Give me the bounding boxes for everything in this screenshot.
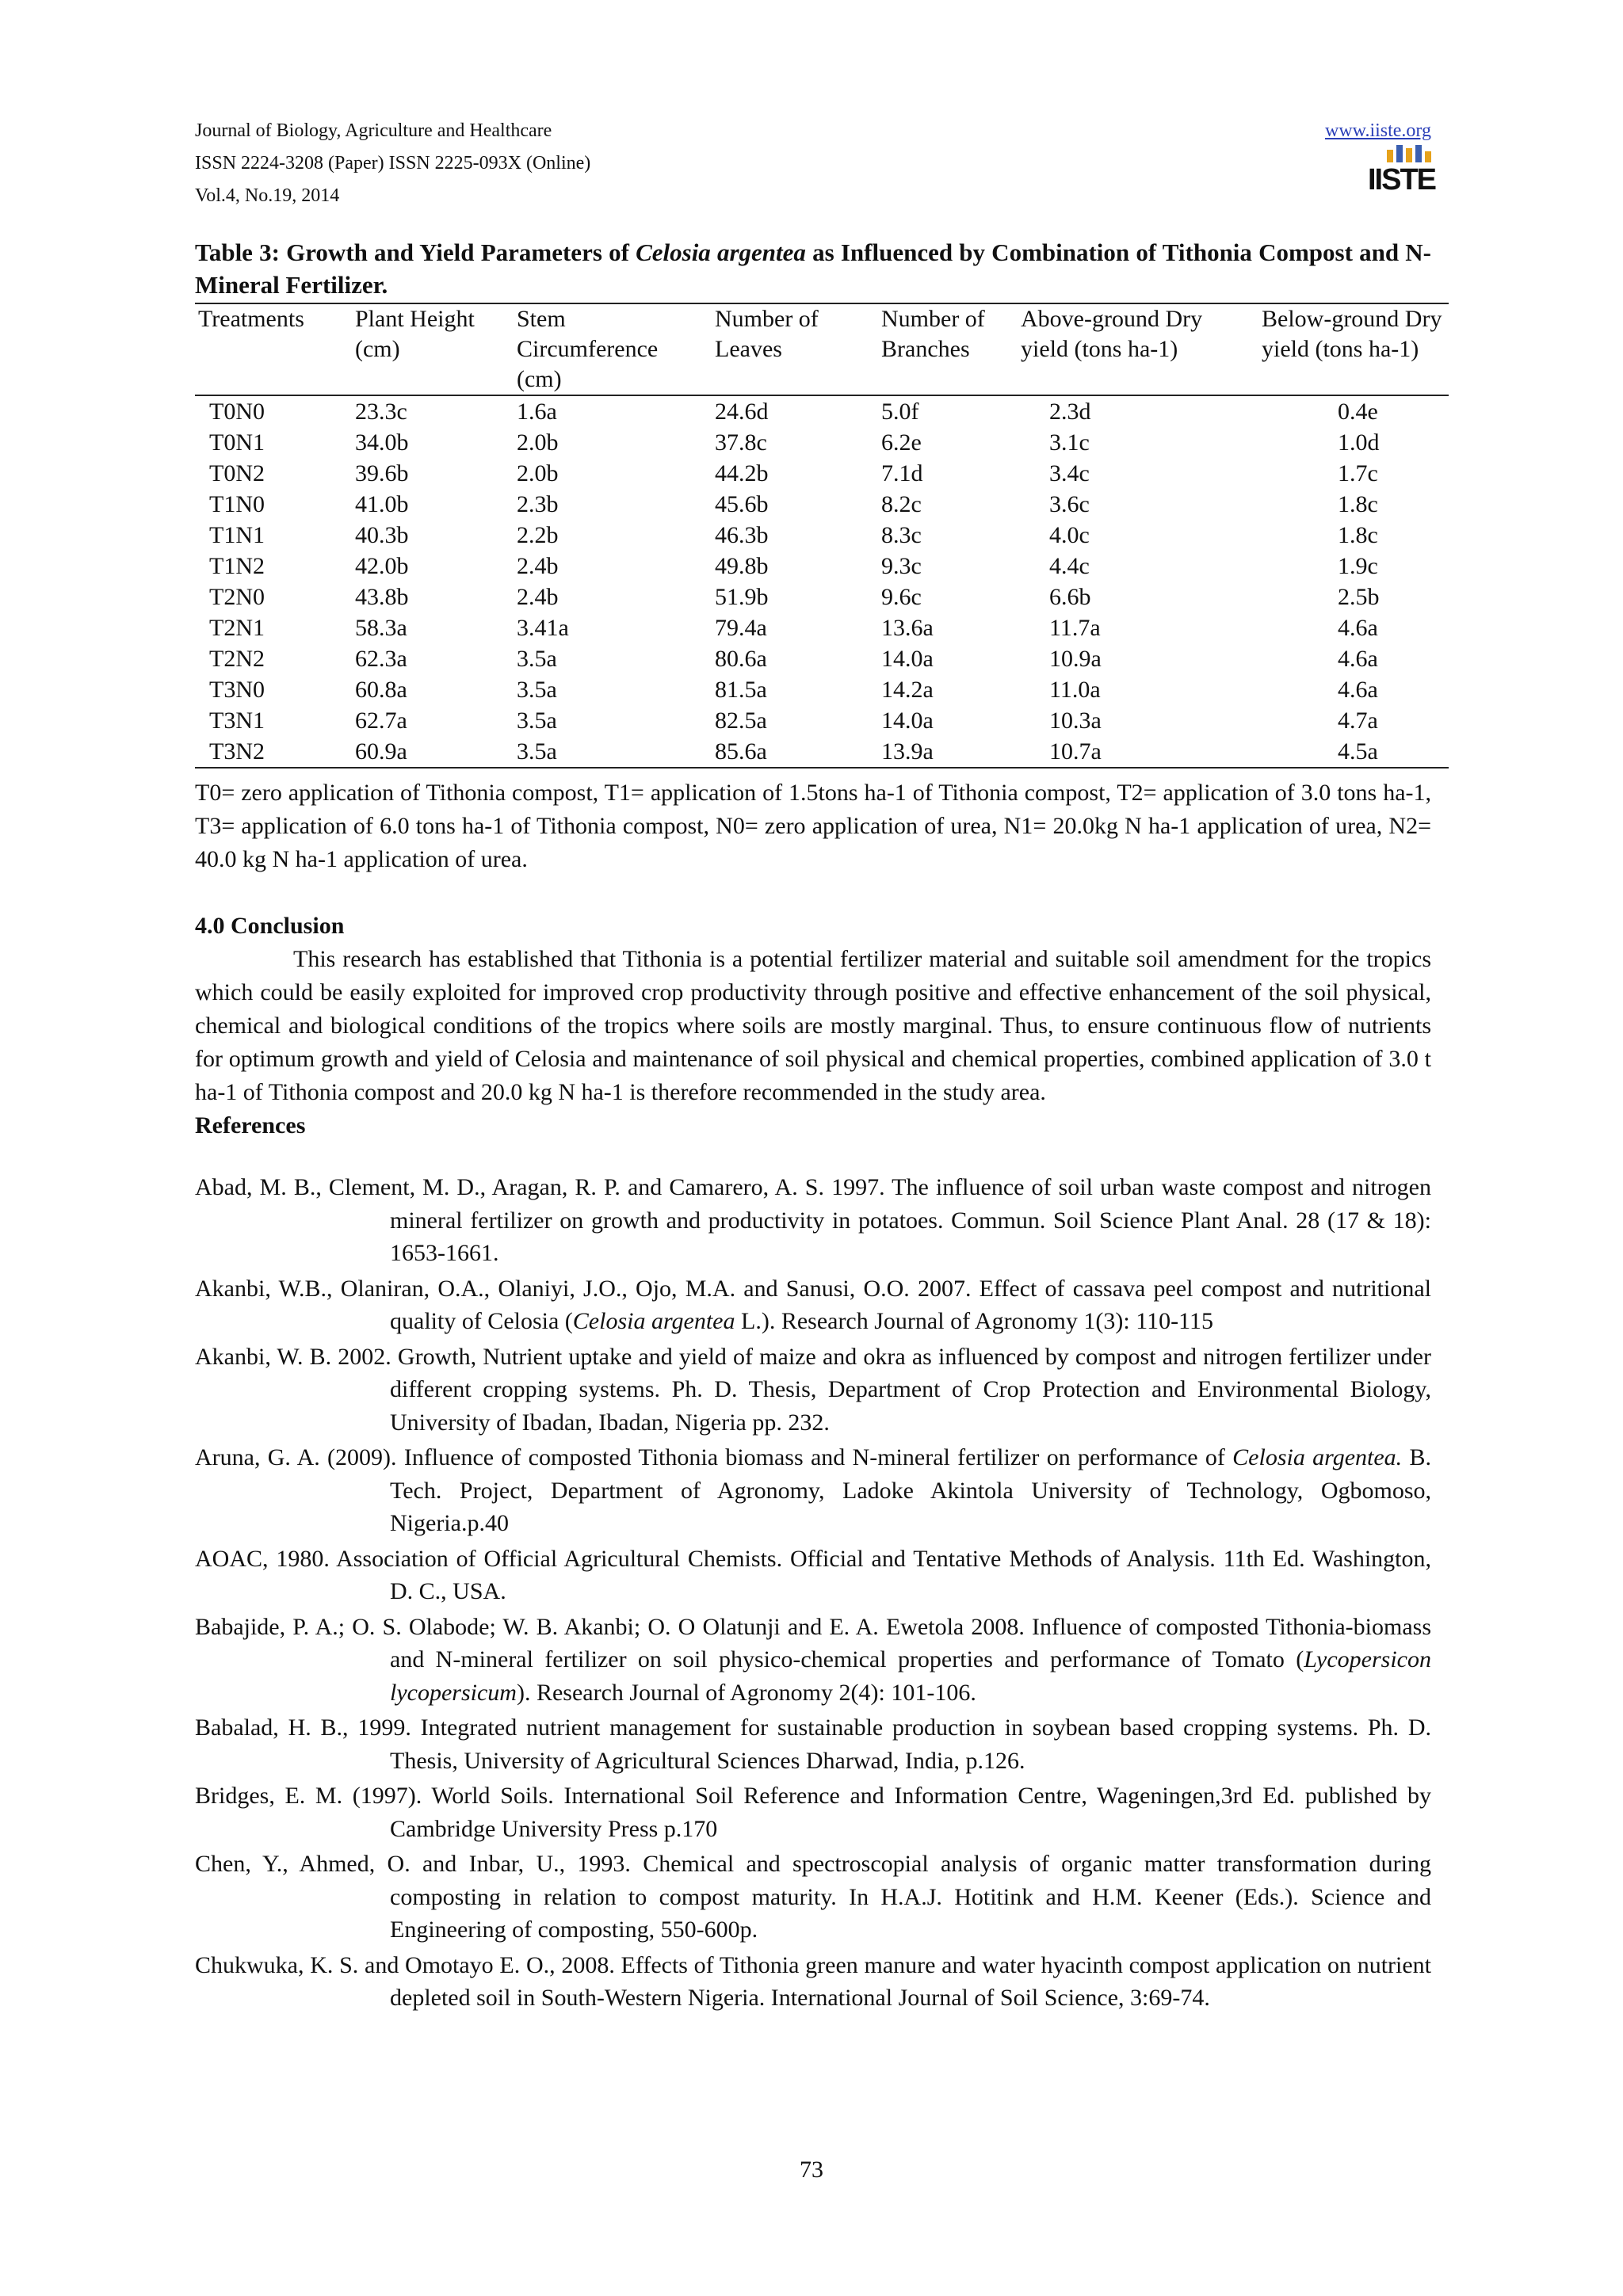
- iiste-logo: [1368, 145, 1436, 204]
- col-header-treatments: Treatments: [198, 306, 304, 332]
- table-header-row: [195, 303, 1449, 395]
- table-caption: Table 3: Growth and Yield Parameters of Celosia argentea as Influenced by Combination of Tithonia Compost and N-Mineral Fertilizer.: [195, 238, 1431, 299]
- reference-item: Abad, M. B., Clement, M. D., Aragan, R. P. and Camarero, A. S. 1997. The influence of soil urban waste compost and nitrogen mineral fertilizer on growth and productivity in potatoes. Commun. Soil Science Plant Anal. 28 (17 & 18): 1653-1661.: [195, 1174, 1431, 1266]
- logo-bars-icon: [1368, 145, 1431, 162]
- reference-list: [195, 1171, 1431, 2017]
- table-row: T1N1 40.3b 2.2b 46.3b 8.3c 4.0c 1.8c: [209, 521, 1378, 548]
- table-footnote: T0= zero application of Tithonia compost, T1= application of 1.5tons ha-1 of Tithonia compost, T2= application of 3.0 tons ha-1, T3= application of 6.0 tons ha-1 of Tithonia compost, N0= zero application of urea, N1= 20.0kg N ha-1 application of urea, N2= 40.0 kg N ha-1 application of urea.: [195, 780, 1431, 872]
- col-header-plant-height: Plant Height (cm): [355, 306, 475, 362]
- table-row: T1N2 42.0b 2.4b 49.8b 9.3c 4.4c 1.9c: [209, 552, 1378, 579]
- journal-issn: ISSN 2224-3208 (Paper) ISSN 2225-093X (Online): [195, 153, 591, 174]
- running-header: [195, 115, 1436, 212]
- reference-item: Akanbi, W.B., Olaniran, O.A., Olaniyi, J.O., Ojo, M.A. and Sanusi, O.O. 2007. Effect of cassava peel compost and nutritional quality of Celosia (Celosia argentea L.). Research Journal of Agronomy 1(3): 110-115: [195, 1275, 1431, 1334]
- conclusion-section: [195, 910, 1431, 1142]
- page-number: 73: [800, 2157, 823, 2183]
- table-row: T0N1 34.0b 2.0b 37.8c 6.2e 3.1c 1.0d: [209, 429, 1380, 456]
- table-row: T0N0 23.3c 1.6a 24.6d 5.0f 2.3d 0.4e: [209, 398, 1378, 425]
- col-header-number-of-leaves: Number of Leaves: [715, 306, 819, 362]
- references-heading: References: [195, 1112, 306, 1138]
- reference-item: Chukwuka, K. S. and Omotayo E. O., 2008. Effects of Tithonia green manure and water hyacinth compost application on nutrient depleted soil in South-Western Nigeria. International Journal of Soil Science, 3:69-74.: [195, 1951, 1431, 2011]
- reference-item: Aruna, G. A. (2009). Influence of composted Tithonia biomass and N-mineral fertilizer on performance of Celosia argentea. B. Tech. Project, Department of Agronomy, Ladoke Akintola University of Technology, Ogbomoso, Nigeria.p.40: [195, 1444, 1431, 1536]
- journal-volume: Vol.4, No.19, 2014: [195, 185, 340, 206]
- table-row: T2N0 43.8b 2.4b 51.9b 9.6c 6.6b 2.5b: [209, 583, 1380, 610]
- table-row: T3N1 62.7a 3.5a 82.5a 14.0a 10.3a 4.7a: [209, 707, 1378, 734]
- col-header-number-of-branches: Number of Branches: [881, 306, 985, 362]
- col-header-above-ground-yield: Above-ground Dry yield (tons ha-1): [1021, 306, 1203, 362]
- table-row: T0N2 39.6b 2.0b 44.2b 7.1d 3.4c 1.7c: [209, 460, 1378, 486]
- table-row: T3N2 60.9a 3.5a 85.6a 13.9a 10.7a 4.5a: [195, 736, 1449, 768]
- reference-item: Chen, Y., Ahmed, O. and Inbar, U., 1993. Chemical and spectroscopial analysis of organic matter transformation during composting in relation to compost maturity. In H.A.J. Hotitink and H.M. Keener (Eds.). Science and Engineering of composting, 550-600p.: [195, 1851, 1431, 1943]
- conclusion-heading: 4.0 Conclusion: [195, 913, 345, 939]
- col-header-below-ground-yield: Below-ground Dry yield (tons ha-1): [1262, 306, 1442, 362]
- logo-text: IISTE: [1368, 163, 1436, 196]
- conclusion-text: This research has established that Tithonia is a potential fertilizer material and suitable soil amendment for the tropics which could be easily exploited for improved crop productivity through positive and effective enhancement of the soil physical, chemical and biological conditions of the tropics where soils are mostly marginal. Thus, to ensure continuous flow of nutrients for optimum growth and yield of Celosia and maintenance of soil physical and chemical properties, combined application of 3.0 t ha-1 of Tithonia compost and 20.0 kg N ha-1 is therefore recommended in the study area.: [195, 946, 1431, 1105]
- table-row: T1N0 41.0b 2.3b 45.6b 8.2c 3.6c 1.8c: [209, 490, 1378, 517]
- reference-item: AOAC, 1980. Association of Official Agricultural Chemists. Official and Tentative Methods of Analysis. 11th Ed. Washington, D. C., USA.: [195, 1545, 1431, 1604]
- table-row: T2N2 62.3a 3.5a 80.6a 14.0a 10.9a 4.6a: [209, 645, 1378, 672]
- col-header-stem-circumference: Stem Circumference (cm): [517, 306, 659, 392]
- reference-item: Akanbi, W. B. 2002. Growth, Nutrient uptake and yield of maize and okra as influenced by compost and nitrogen fertilizer under different cropping systems. Ph. D. Thesis, Department of Crop Protection and Environmental Biology, University of Ibadan, Ibadan, Nigeria pp. 232.: [195, 1343, 1431, 1436]
- reference-item: Babajide, P. A.; O. S. Olabode; W. B. Akanbi; O. O Olatunji and E. A. Ewetola 2008. Influence of composted Tithonia-biomass and N-mineral fertilizer on soil physico-chemical properties and performance of Tomato (Lycopersicon lycopersicum). Research Journal of Agronomy 2(4): 101-106.: [195, 1613, 1431, 1706]
- journal-name: Journal of Biology, Agriculture and Healthcare: [195, 120, 552, 141]
- journal-url-link[interactable]: www.iiste.org: [1325, 120, 1431, 141]
- reference-item: Bridges, E. M. (1997). World Soils. International Soil Reference and Information Centre, Wageningen,3rd Ed. published by Cambridge University Press p.170: [195, 1783, 1431, 1842]
- growth-yield-table: [195, 303, 1449, 769]
- table-row: T2N1 58.3a 3.41a 79.4a 13.6a 11.7a 4.6a: [209, 614, 1378, 641]
- reference-item: Babalad, H. B., 1999. Integrated nutrient management for sustainable production in soybean based cropping systems. Ph. D. Thesis, University of Agricultural Sciences Dharwad, India, p.126.: [195, 1714, 1431, 1774]
- table-row: T3N0 60.8a 3.5a 81.5a 14.2a 11.0a 4.6a: [209, 676, 1378, 703]
